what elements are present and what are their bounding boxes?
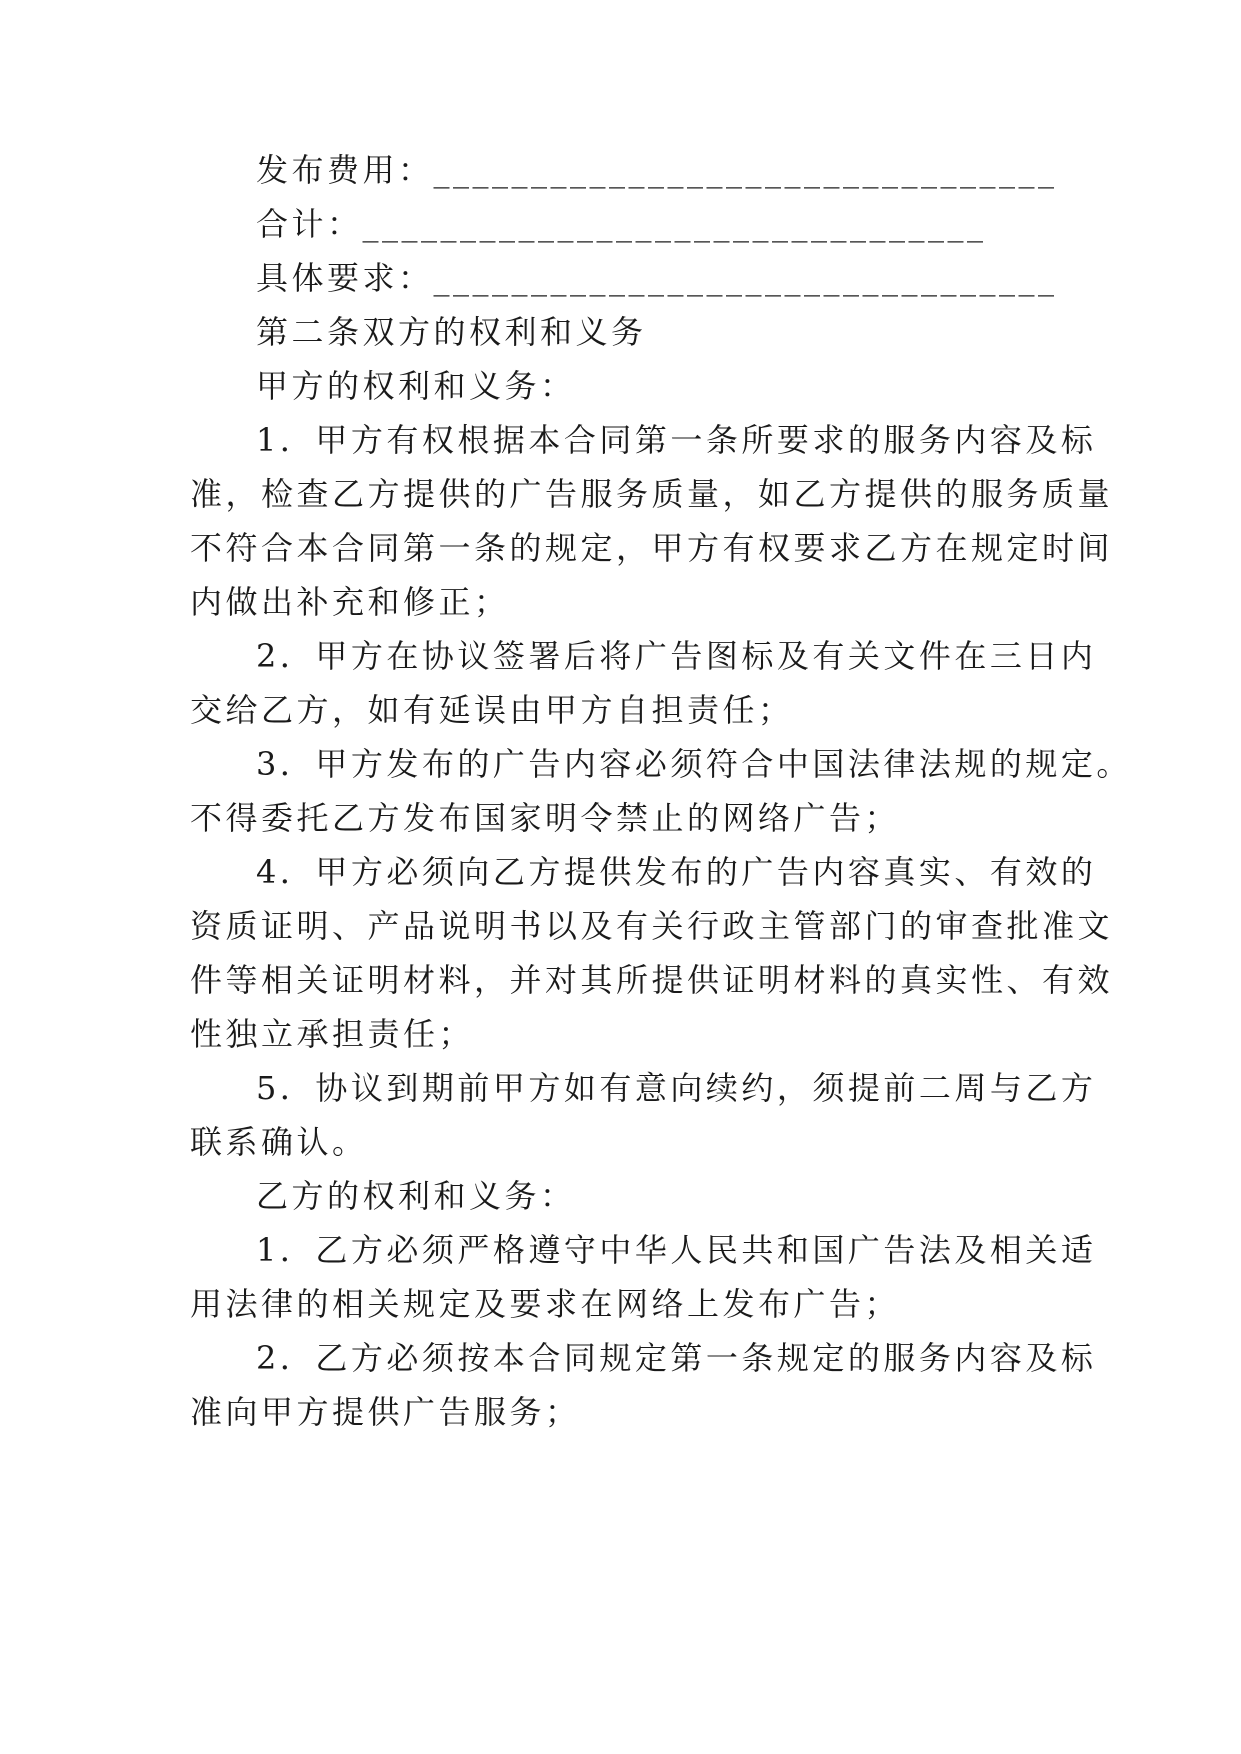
- paragraph-line: 联系确认。: [190, 1123, 368, 1161]
- paragraph-line: 交给乙方，如有延误由甲方自担责任；: [190, 691, 794, 729]
- paragraph-line: 准向甲方提供广告服务；: [190, 1393, 581, 1431]
- paragraph-line: 3．甲方发布的广告内容必须符合中国法律法规的规定。: [256, 745, 1132, 783]
- paragraph-line: 1．甲方有权根据本合同第一条所要求的服务内容及标: [256, 421, 1097, 459]
- field-requirements: [256, 258, 1156, 298]
- paragraph-line: 准，检查乙方提供的广告服务质量，如乙方提供的服务质量: [190, 475, 1114, 513]
- paragraph-line: 1．乙方必须严格遵守中华人民共和国广告法及相关适: [256, 1231, 1097, 1269]
- party-b-heading: 乙方的权利和义务：: [256, 1177, 576, 1215]
- paragraph-line: 性独立承担责任；: [190, 1015, 475, 1053]
- field-blank: ________________________________: [433, 259, 1058, 297]
- paragraph-line: 4．甲方必须向乙方提供发布的广告内容真实、有效的: [256, 853, 1097, 891]
- paragraph-line: 用法律的相关规定及要求在网络上发布广告；: [190, 1285, 901, 1323]
- paragraph-line: 2．甲方在协议签署后将广告图标及有关文件在三日内: [256, 637, 1097, 675]
- field-label: 具体要求：: [256, 259, 434, 297]
- field-blank: ________________________________: [362, 205, 987, 243]
- paragraph-line: 不得委托乙方发布国家明令禁止的网络广告；: [190, 799, 901, 837]
- party-a-heading: 甲方的权利和义务：: [256, 367, 576, 405]
- paragraph-line: 内做出补充和修正；: [190, 583, 510, 621]
- field-label: 合计：: [256, 205, 363, 243]
- paragraph-line: 不符合本合同第一条的规定，甲方有权要求乙方在规定时间: [190, 529, 1114, 567]
- paragraph-line: 2．乙方必须按本合同规定第一条规定的服务内容及标: [256, 1339, 1097, 1377]
- field-total: [256, 204, 1156, 244]
- article-title: 第二条双方的权利和义务: [256, 313, 647, 351]
- paragraph-line: 件等相关证明材料，并对其所提供证明材料的真实性、有效: [190, 961, 1114, 999]
- field-label: 发布费用：: [256, 151, 434, 189]
- paragraph-line: 5．协议到期前甲方如有意向续约，须提前二周与乙方: [256, 1069, 1097, 1107]
- field-blank: ________________________________: [433, 151, 1058, 189]
- field-publish-fee: [256, 150, 1156, 190]
- paragraph-line: 资质证明、产品说明书以及有关行政主管部门的审查批准文: [190, 907, 1114, 945]
